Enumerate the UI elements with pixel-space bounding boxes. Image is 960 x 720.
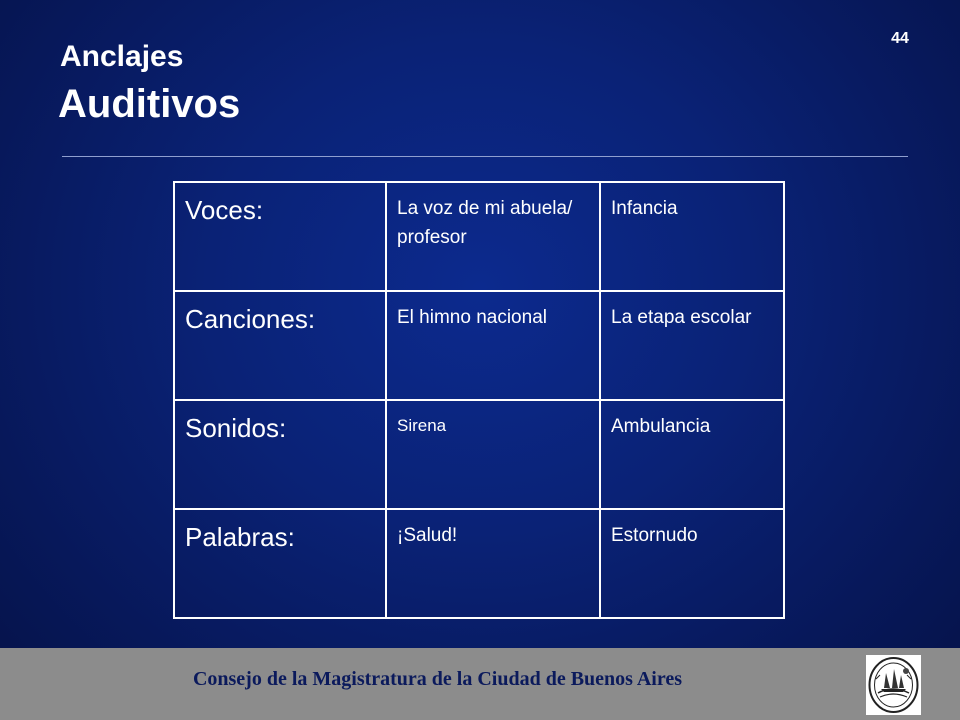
table-cell: Infancia	[600, 182, 784, 291]
anchors-table	[173, 181, 785, 619]
title-line-1: Anclajes	[60, 40, 184, 73]
footer-text: Consejo de la Magistratura de la Ciudad de Buenos Aires	[192, 668, 683, 690]
table-cell: Palabras:	[174, 509, 386, 618]
table-row	[174, 400, 784, 509]
table-row	[174, 509, 784, 618]
footer-bar	[0, 648, 960, 720]
table-cell: El himno nacional	[386, 291, 600, 400]
table-row	[174, 182, 784, 291]
table-row	[174, 291, 784, 400]
slide-number: 44	[891, 30, 909, 47]
city-seal-icon	[866, 655, 921, 715]
title-line-2: Auditivos	[58, 82, 241, 126]
table-cell: Estornudo	[600, 509, 784, 618]
table-cell: Ambulancia	[600, 400, 784, 509]
table-cell: Voces:	[174, 182, 386, 291]
table-cell: La etapa escolar	[600, 291, 784, 400]
table-cell: Canciones:	[174, 291, 386, 400]
table-cell: Sirena	[386, 400, 600, 509]
table-cell: La voz de mi abuela/ profesor	[386, 182, 600, 291]
title-divider	[62, 156, 908, 157]
table-cell: ¡Salud!	[386, 509, 600, 618]
table-cell: Sonidos:	[174, 400, 386, 509]
